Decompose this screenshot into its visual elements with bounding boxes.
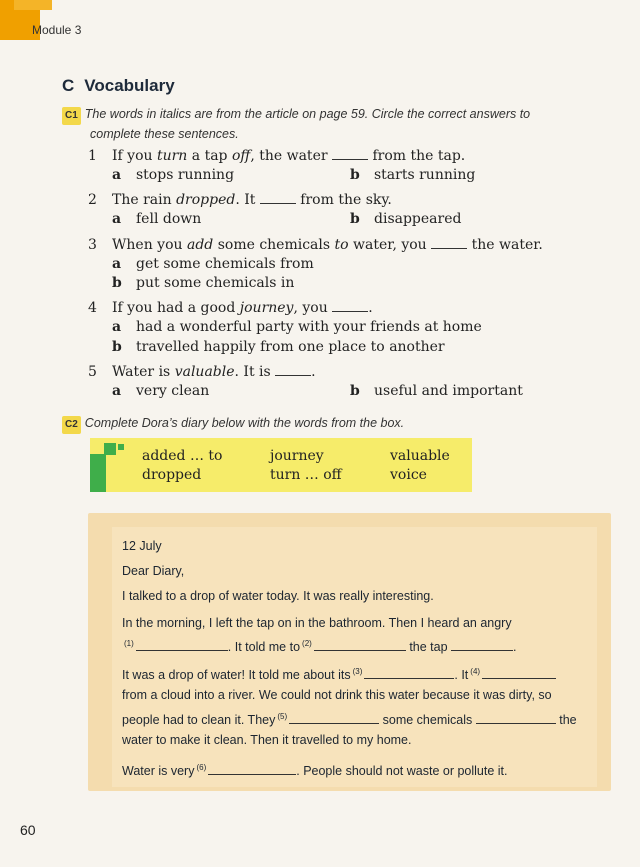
diary-text: some chemicals [382, 713, 473, 728]
option-letter: b [350, 383, 360, 399]
q3-option-a[interactable] [112, 255, 314, 274]
answer-blank[interactable] [275, 363, 311, 376]
diary-text: people had to clean it. They [122, 713, 276, 728]
word-valuable: valuable [390, 448, 450, 464]
option-text: disappeared [374, 211, 462, 227]
q-text: . [311, 364, 316, 380]
blank-number: (5) [277, 712, 288, 721]
diary-line-2: In the morning, I left the tap on in the bathroom. Then I heard an angry [122, 616, 512, 630]
q-text: , the water [250, 148, 328, 164]
answer-blank[interactable] [260, 191, 296, 204]
option-text: fell down [136, 211, 202, 227]
q-text: If you [112, 148, 157, 164]
q2-option-b[interactable] [350, 210, 461, 229]
question-2 [88, 191, 392, 210]
option-text: very clean [136, 383, 210, 399]
c2-instruction-text: Complete Dora’s diary below with the words from the box. [84, 416, 405, 430]
q-italic: add [186, 237, 214, 253]
option-letter: b [112, 339, 122, 355]
q-text: from the tap. [368, 148, 466, 164]
diary-line-4 [122, 664, 556, 683]
c1-instruction-line2: complete these sentences. [90, 127, 239, 141]
q-text: . It is [234, 364, 271, 380]
q4-option-b[interactable] [112, 338, 445, 357]
q1-option-a[interactable] [112, 166, 234, 185]
option-letter: b [350, 167, 360, 183]
section-letter: C [62, 76, 75, 95]
answer-blank[interactable] [332, 147, 368, 160]
corner-accent-stripe [14, 0, 52, 10]
answer-blank-5[interactable] [289, 711, 379, 724]
question-4 [88, 299, 373, 318]
diary-text: . People should not waste or pollute it. [296, 764, 508, 779]
diary-line-3 [122, 636, 517, 655]
diary-text: . It told me to [227, 640, 301, 655]
q-italic: dropped [176, 192, 236, 208]
q-text: . [368, 300, 373, 316]
q5-option-a[interactable] [112, 382, 209, 401]
q4-option-a[interactable] [112, 318, 482, 337]
question-1 [88, 147, 465, 166]
word-dropped: dropped [142, 467, 202, 483]
answer-blank[interactable] [431, 236, 467, 249]
section-title-text: Vocabulary [84, 76, 175, 95]
question-number: 5 [88, 364, 97, 380]
q3-option-b[interactable] [112, 274, 294, 293]
c1-instruction [62, 105, 530, 143]
answer-blank-6[interactable] [208, 762, 296, 775]
option-letter: a [112, 167, 122, 183]
c1-instruction-line1: The words in italics are from the article on page 59. Circle the correct answers to [84, 107, 531, 121]
q-text: When you [112, 237, 187, 253]
q-text: , you [293, 300, 328, 316]
section-title [62, 76, 175, 96]
answer-blank-2[interactable] [314, 638, 406, 651]
c2-tag: C2 [62, 416, 81, 434]
diary-line-8 [122, 760, 508, 779]
blank-number: (6) [196, 763, 207, 772]
word-box-decoration [90, 454, 106, 492]
option-text: had a wonderful party with your friends at home [136, 319, 482, 335]
q-italic: off [231, 148, 251, 164]
q1-option-b[interactable] [350, 166, 475, 185]
option-letter: a [112, 319, 122, 335]
answer-blank[interactable] [332, 299, 368, 312]
q-text: some chemicals [213, 237, 335, 253]
diary-line-1: I talked to a drop of water today. It was really interesting. [122, 589, 434, 603]
option-text: put some chemicals in [136, 275, 295, 291]
option-letter: b [112, 275, 122, 291]
q-text: from the sky. [295, 192, 392, 208]
blank-number: (3) [352, 667, 363, 676]
word-added-to: added … to [142, 448, 223, 464]
answer-blank-5b[interactable] [476, 711, 556, 724]
diary-date: 12 July [122, 539, 162, 553]
word-box-decoration [118, 444, 124, 450]
q-text: If you had a good [112, 300, 240, 316]
option-letter: a [112, 256, 122, 272]
diary-text: the tap [409, 640, 448, 655]
option-letter: b [350, 211, 360, 227]
q5-option-b[interactable] [350, 382, 523, 401]
diary-text: Water is very [122, 764, 195, 779]
option-letter: a [112, 383, 122, 399]
q-italic: to [334, 237, 349, 253]
c1-tag: C1 [62, 107, 81, 125]
word-box [90, 438, 472, 492]
q-text: the water. [467, 237, 543, 253]
blank-number: (2) [302, 639, 312, 648]
question-3 [88, 236, 543, 255]
question-number: 4 [88, 300, 97, 316]
blank-number: (1) [124, 639, 134, 648]
q-text: a tap [187, 148, 232, 164]
word-journey: journey [270, 448, 324, 464]
question-number: 2 [88, 192, 97, 208]
option-text: get some chemicals from [136, 256, 314, 272]
diary-text: . It [454, 668, 469, 683]
diary-text: the [559, 713, 577, 728]
question-number: 3 [88, 237, 97, 253]
diary-text: . [513, 640, 517, 655]
q-italic: valuable [174, 364, 235, 380]
word-turn-off: turn … off [270, 467, 342, 483]
q-text: water, you [348, 237, 427, 253]
q-text: Water is [112, 364, 175, 380]
q-italic: journey [239, 300, 294, 316]
word-box-decoration [104, 443, 116, 455]
option-text: starts running [374, 167, 476, 183]
question-number: 1 [88, 148, 97, 164]
answer-blank-2b[interactable] [451, 638, 513, 651]
module-label: Module 3 [32, 23, 82, 37]
answer-blank-1[interactable] [136, 638, 228, 651]
diary-line-7: water to make it clean. Then it travelled to my home. [122, 733, 412, 747]
option-text: useful and important [374, 383, 523, 399]
answer-blank-4[interactable] [482, 666, 556, 679]
answer-blank-3[interactable] [364, 666, 454, 679]
q2-option-a[interactable] [112, 210, 201, 229]
question-5 [88, 363, 316, 382]
page-number: 60 [20, 822, 36, 838]
c2-instruction [62, 414, 404, 434]
q-text: . It [235, 192, 256, 208]
diary-page [112, 527, 597, 787]
diary-line-6 [122, 709, 577, 728]
diary-text: It was a drop of water! It told me about its [122, 668, 351, 683]
option-text: travelled happily from one place to another [136, 339, 445, 355]
q-text: The rain [112, 192, 177, 208]
option-text: stops running [136, 167, 235, 183]
diary-line-5: from a cloud into a river. We could not drink this water because it was dirty, so [122, 688, 552, 702]
option-letter: a [112, 211, 122, 227]
blank-number: (4) [470, 667, 481, 676]
word-voice: voice [390, 467, 427, 483]
q-italic: turn [156, 148, 188, 164]
diary-greeting: Dear Diary, [122, 564, 185, 578]
